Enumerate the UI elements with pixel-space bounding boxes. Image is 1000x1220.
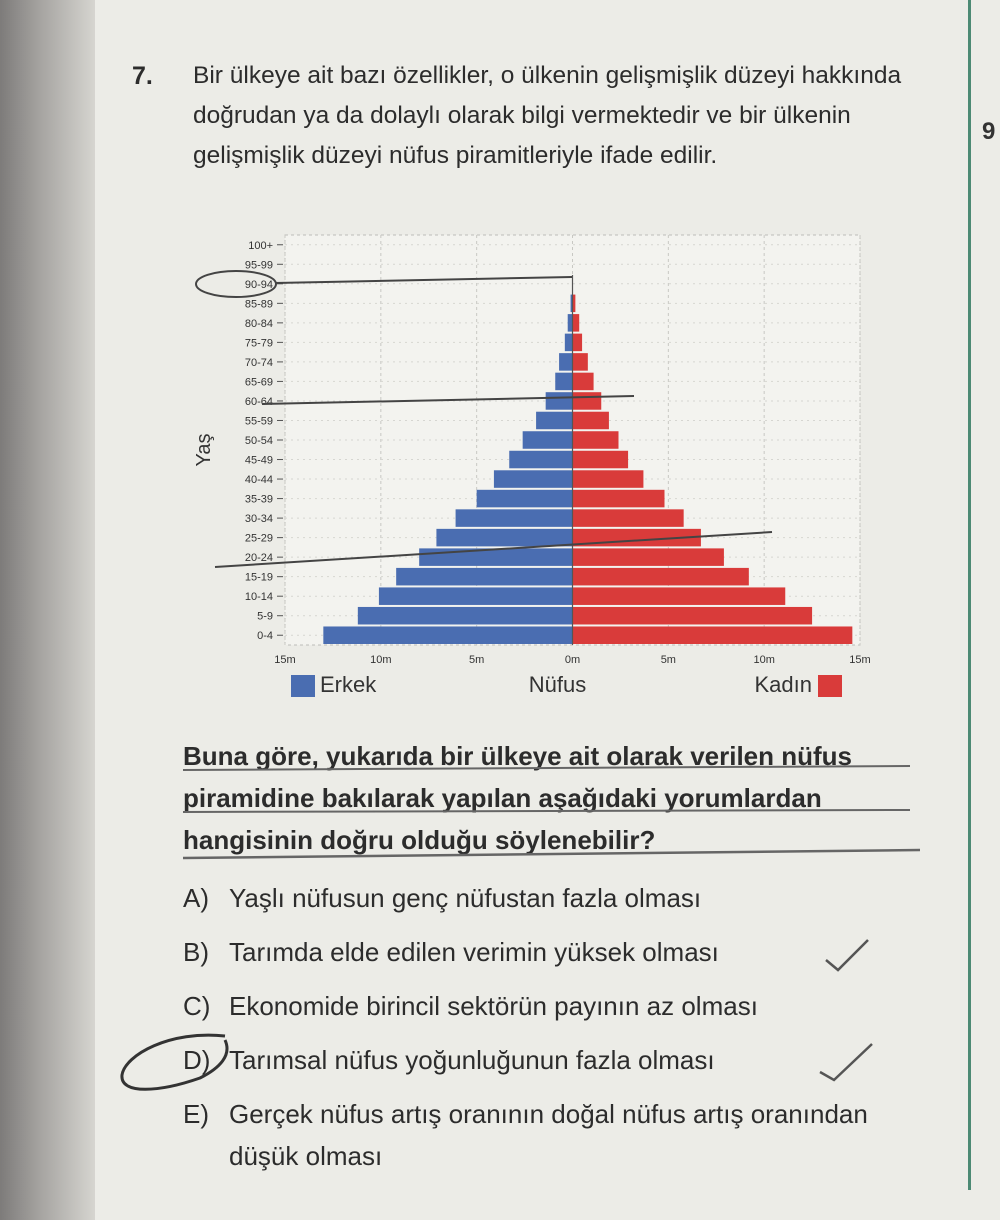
x-tick-label: 5m <box>469 654 485 666</box>
question-prompt: Buna göre, yukarıda bir ülkeye ait olarak verilen nüfus piramidine bakılarak yapılan aşağıdaki yorumlardan hangisinin doğru olduğu söylenebilir? <box>183 741 853 855</box>
y-tick-label: 90-94 <box>244 278 273 291</box>
pen-underline-1 <box>183 766 910 770</box>
pen-circle-90-94 <box>196 271 276 297</box>
y-tick-label: 25-29 <box>244 532 273 545</box>
x-tick-label: 10m <box>753 654 775 666</box>
option-text: Tarımsal nüfus yoğunluğunun fazla olması <box>229 1045 715 1075</box>
y-tick-label: 75-79 <box>244 337 273 350</box>
pen-circle-d <box>122 1035 227 1089</box>
option-letter: E) <box>183 1099 209 1129</box>
pen-checkmark-d <box>820 1044 872 1080</box>
y-tick-label: 65-69 <box>244 376 273 389</box>
y-tick-label: 70-74 <box>244 356 273 369</box>
pen-line-90-94 <box>275 277 572 283</box>
y-tick-label: 100+ <box>248 239 273 252</box>
question-intro: Bir ülkeye ait bazı özellikler, o ülkenin gelişmişlik düzeyi hakkında doğrudan ya da dolaylı olarak bilgi vermektedir ve bir ülkenin gelişmişlik düzeyi nüfus piramitleriyle ifade edilir. <box>193 62 902 169</box>
option-text: Gerçek nüfus artış oranının doğal nüfus artış oranından düşük olması <box>229 1099 868 1171</box>
y-tick-label: 55-59 <box>244 415 273 428</box>
x-tick-label: 10m <box>370 654 392 666</box>
pen-checkmark-b <box>826 940 868 970</box>
option-letter: B) <box>183 937 209 967</box>
pen-line-20-24 <box>215 532 772 567</box>
y-axis-label: Yaş <box>193 433 215 467</box>
pen-line-60-64 <box>262 396 634 404</box>
option-letter: C) <box>183 991 211 1021</box>
y-tick-label: 45-49 <box>244 454 273 467</box>
y-tick-label: 0-4 <box>257 630 273 643</box>
option-text: Ekonomide birincil sektörün payının az olması <box>229 991 758 1021</box>
y-tick-label: 80-84 <box>244 317 273 330</box>
question-number: 7. <box>132 62 153 90</box>
y-tick-label: 30-34 <box>244 513 273 526</box>
y-tick-label: 5-9 <box>257 610 273 623</box>
y-tick-label: 15-19 <box>244 571 273 584</box>
y-tick-label: 40-44 <box>244 474 273 487</box>
y-tick-label: 95-99 <box>244 259 273 272</box>
y-tick-label: 60-64 <box>244 395 273 408</box>
option-letter: D) <box>183 1045 211 1075</box>
legend-label-kadin: Kadın <box>754 672 812 697</box>
option-text: Yaşlı nüfusun genç nüfustan fazla olması <box>229 883 702 913</box>
option-letter: A) <box>183 883 209 913</box>
y-tick-label: 85-89 <box>244 298 273 311</box>
x-tick-label: 5m <box>660 654 676 666</box>
y-tick-label: 20-24 <box>244 552 273 565</box>
y-tick-label: 50-54 <box>244 435 273 447</box>
legend-label-erkek: Erkek <box>320 672 377 697</box>
pen-underline-3 <box>183 850 920 858</box>
x-tick-label: 15m <box>849 654 871 666</box>
y-tick-label: 35-39 <box>244 493 273 506</box>
pen-underline-2 <box>183 810 910 812</box>
x-tick-label: 15m <box>274 654 296 666</box>
x-axis-label: Nüfus <box>528 672 587 697</box>
option-text: Tarımda elde edilen verimin yüksek olması <box>229 937 719 967</box>
page-number: 9 <box>982 118 996 145</box>
y-tick-label: 10-14 <box>244 591 273 604</box>
x-tick-label: 0m <box>564 654 581 666</box>
